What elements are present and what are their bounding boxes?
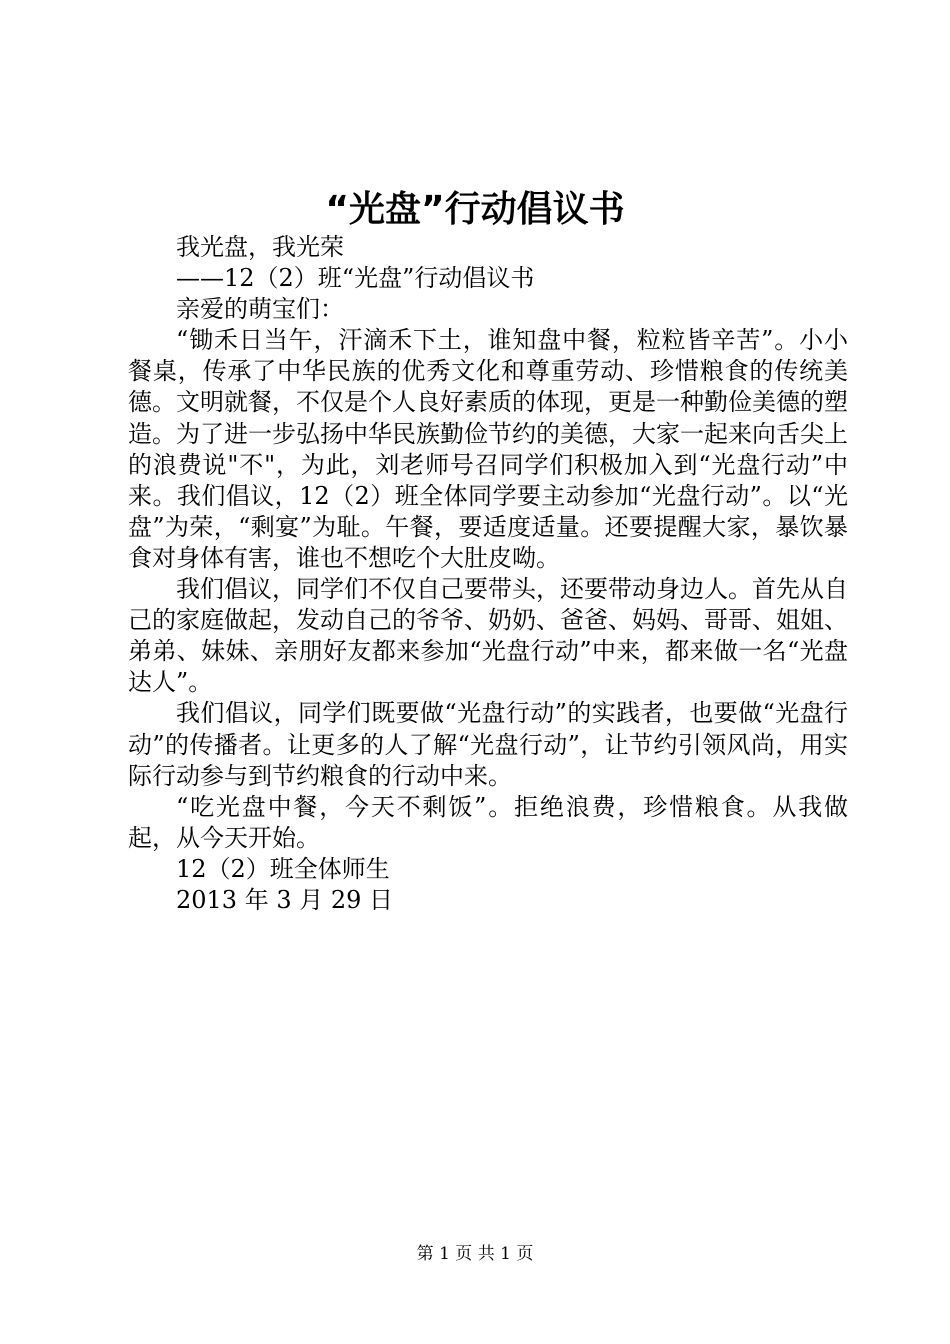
salutation: 亲爱的萌宝们： [176, 295, 344, 324]
document-title: “光盘”行动倡议书 [325, 189, 625, 230]
date: 2013 年 3 月 29 日 [176, 885, 394, 914]
subheading: ——12（2）班“光盘”行动倡议书 [176, 264, 535, 293]
paragraph-2: 我们倡议，同学们不仅自己要带头，还要带动身边人。首先从自己的家庭做起，发动自己的爷爷、奶奶、爸爸、妈妈、哥哥、姐姐、弟弟、妹妹、亲朋好友都来参加“光盘行动”中来，都来做一名“光盘达人”。 [128, 575, 848, 697]
paragraph-4: “吃光盘中餐，今天不剩饭”。拒绝浪费，珍惜粮食。从我做起，从今天开始。 [128, 792, 848, 852]
subtitle: 我光盘，我光荣 [176, 233, 344, 261]
paragraph-1: “锄禾日当午，汗滴禾下土，谁知盘中餐，粒粒皆辛苦”。小小餐桌，传承了中华民族的优秀文化和尊重劳动、珍惜粮食的传统美德。文明就餐，不仅是个人良好素质的体现，更是一种勤俭美德的塑造。为了进一步弘扬中华民族勤俭节约的美德，大家一起来向舌尖上的浪费说"不"，为此，刘老师号召同学们积极加入到“光盘行动”中来。我们倡议，12（2）班全体同学要主动参加“光盘行动”。以“光盘”为荣，“剩宴”为耻。午餐，要适度适量。还要提醒大家，暴饮暴食对身体有害，谁也不想吃个大肚皮呦。 [128, 326, 848, 572]
paragraph-3: 我们倡议，同学们既要做“光盘行动”的实践者，也要做“光盘行动”的传播者。让更多的人了解“光盘行动”，让节约引领风尚，用实际行动参与到节约粮食的行动中来。 [128, 699, 848, 790]
document-body [128, 232, 848, 916]
page-footer: 第 1 页 共 1 页 [416, 1244, 534, 1264]
signature: 12（2）班全体师生 [176, 854, 390, 883]
